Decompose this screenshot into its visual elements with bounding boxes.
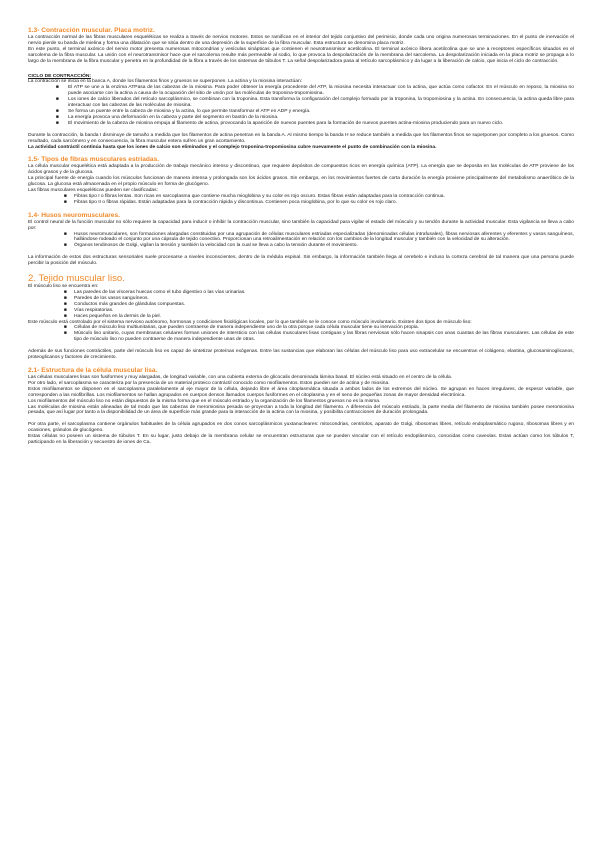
bullet-icon: ■ [64, 325, 67, 331]
list-item: ■ Fibras tipo II o fibras rápidas. Están adaptadas para la contracción rápida y discontinua. Contienen poca mioglobina, por lo que su color es rojo claro. [64, 199, 397, 205]
paragraph: Por otra parte, el sarcoplasma contiene orgánulos habituales de la célula agrupados en dos conos sarcoplásmicos yuxtanucleares: mitocondrias, centriolos, aparato de Golgi, ribosomas libres, retículo endoplasmático rugoso, ribosomas libres y en ocasiones, gránulos de glucógeno. [28, 422, 574, 434]
section-heading-1-3: 1.3- Contracción muscular. Placa motriz. [28, 27, 155, 34]
bullet-icon: ■ [64, 199, 67, 205]
paragraph: El músculo liso se encuentra en: [28, 284, 99, 290]
paragraph: El control neural de la función muscular no sólo requiere la capacidad para inducir o inhibir la contracción muscular, sino también la capacidad para vigilar el estado del músculo y su tendón durante la actividad muscular. Esta vigilancia se lleva a cabo por: [28, 219, 574, 231]
paragraph: En este punto, el terminal axónico del nervio motor presenta numerosas mitocondrias y vesículas sinápticas que contienen el neurotransmisor acetilcolina. El terminal axónico libera acetilcolina que se une a receptores específicos situados en el sarcolema de la fibra muscular. La unión con el neurotransmisor hace que el sarcolema resulte más permeable al sodio, lo que provoca la despolarización de la membrana del sarcolema. La despolarización iniciada en la placa motriz se propaga a lo largo de la membrana de la fibra muscular y penetra en la profundidad de la fibra a través de los sistemas de túbulos T. La señal despolarizadora pasa al retículo sarcoplásmico y da lugar a la liberación de calcio, que inicia el ciclo de contracción. [28, 46, 574, 64]
paragraph: La información de estos dos estructuras sensoriales suele procesarse a niveles inconscientes, dentro de la médula espinal. Sin embargo, la información también llega al cerebelo e incluso la corteza cerebral de tal manera que una persona puede percibir la posición del músculo. [28, 255, 574, 267]
bullet-icon: ■ [56, 120, 59, 126]
paragraph: Durante la contracción, la banda I disminuye de tamaño a medida que los filamentos de actina penetran en la banda A. Al mismo tiempo la banda H se reduce también a medida que los filamentos finos se superponen por completo a los gruesos. Como resultado, cada sarcómero y en consecuencia, la fibra muscular entera sufren un gran acortamiento. [28, 132, 574, 144]
section-heading-1-4: 1.4- Husos neuromusculares. [28, 211, 120, 219]
paragraph: Por otro lado, el sarcoplasma se caracteriza por la presencia de un material proteico contráctil conocido como miofilamentos. Estos pueden ser de actina y de miosina. [28, 380, 390, 386]
section-heading-2: 2. Tejido muscular liso. [28, 273, 125, 285]
paragraph: Las fibras musculares esqueléticas pueden ser clasificadas: [28, 188, 158, 194]
list-item: ■ Los iones de calcio liberados del retículo sarcoplásmico, se combinan con la troponina. Esta transforma la configuración del complejo formado por la troponina, la tropomiosina y la actina. En consecuencia, la actina queda libre para interactuar con las cabezas de las moléculas de miosina. [56, 97, 574, 109]
cycle-heading: CICLO DE CONTRACCIÓN: [28, 73, 92, 79]
paragraph: La principal fuente de energía cuando los músculos funcionan de manera intensa y prolongada son los ácidos grasos. Sin embargo, en los movimientos fuertes de corta duración la energía proviene principalmente del metabolismo anaeróbico de la glucosa. La glucosa está almacenada en el propio músculo en forma de glucógeno. [28, 176, 574, 188]
paragraph: Las células musculares lisas son fusiformes y muy alargadas, de longitud variable, con una cubierta externa de glicocalix denominada lámina basal. El núcleo está situado en el centro de la célula. [28, 374, 453, 380]
paragraph: Estos miofilamentos se disponen en el sarcoplasma paralelamente al eje mayor de la célula, dejando libre el área citoplasmática situada a ambos lados de los extremos del núcleo. Se agrupan en haces irregulares, de espesor variable, que corresponden a las miofibrillas. Los miofilamentos se hallan agrupados en cuerpos densos llamados cuerpos fusiformes en el citoplasma y en el seno de pequeñas zonas de mayor densidad electrónica. [28, 386, 574, 398]
fiber-types-list [28, 194, 574, 206]
list-item: ■ La energía provoca una deformación en la cabeza y parte del segmento en bastón de la miosina. [56, 114, 279, 120]
bullet-icon: ■ [56, 85, 59, 91]
paragraph: Además de sus funciones contráctiles, parte del músculo liso es capaz de sintetizar proteínas exógenas. Entre las sustancias que elaboran las células del músculo liso para uso extracelular se encuentran el colágeno, elastina, glucosaminoglicanos, proteoglicanos y factores de crecimiento. [28, 349, 574, 361]
paragraph: Estas células no poseen un sistema de túbulos T. En su lugar, justo debajo de la membrana celular se encuentran estructuras que se pueden vincular con el retículo endoplásmico, conocidas como caveolas. Estas actúan como los túbulos T, participando en la liberación y secuestro de iones de Ca. [28, 434, 574, 446]
bullet-icon: ■ [56, 97, 59, 103]
bullet-icon: ■ [64, 243, 67, 249]
smooth-muscle-locations [28, 290, 574, 320]
list-item: ■ El movimiento de la cabeza de miosina empuja al filamento de actina, provocando la aparición de nuevos puentes para la formación de nuevos puentes actina-miosina produciendo para un nuevo ciclo. [56, 120, 504, 126]
cycle-list [28, 85, 574, 126]
paragraph: La contracción se inicia en la banca A, donde los filamentos finos y gruesos se superponen. La actina y la miosina interactúan: [28, 79, 303, 85]
document-page [28, 27, 574, 446]
bullet-icon: ■ [64, 307, 67, 313]
list-item: ■ Células de músculo liso multiunitarias, que pueden contraerse de manera independiente uno de la otra porque cada célula muscular tiene su inervación propia. [64, 325, 420, 331]
bullet-icon: ■ [56, 108, 59, 114]
list-item: ■ Conductos más grandes de glándulas compuestas. [64, 301, 186, 307]
paragraph: La actividad contráctil continúa hasta que los iones de calcio son eliminados y el complejo troponina-tropomiosina cubre nuevamente el punto de combinación con la miosina. [28, 144, 437, 150]
paragraph: Los miofilamentos del músculo liso no están dispuestos de la misma forma que en el músculo estriado y la organización de los filamentos gruesos no es la misma. [28, 398, 381, 404]
list-item: ■ Vías respiratorias. [64, 307, 114, 313]
list-item: ■ Músculo liso unitario, cuyas membranas celulares forman uniones de intersticio con las células musculares lisas contiguas y las fibras nerviosas sólo hacen sinapsis con unas cuantas de las fibras musculares. Las células de este tipo de músculo liso no pueden contraerse de manera independiente unas de otras. [64, 331, 574, 343]
section-heading-2-1: 2.1- Estructura de la célula muscular lisa. [28, 366, 158, 374]
paragraph: Este músculo está controlado por el sistema nervioso autónomo, hormonas y condiciones fisiológicas locales, por lo que también se le conoce como músculo involuntario. Existen dos tipos de músculo liso: [28, 319, 472, 325]
paragraph: Las moléculas de miosina están alineadas de tal modo que las cabezas de meromiosina pesada se proyectan a toda la longitud del filamento. A diferencia del músculo estriado, la parte media del filamento de miosina también posee meromiosina pesada, que así lugar por tanto a la disponibilidad de un área de superficie más grande para la interacción de la actina con la miosina, y posibilita contracciones de duración prolongada. [28, 404, 574, 416]
paragraph: La célula muscular esquelética está adaptada a la producción de trabajo mecánico intenso y discontinuo, que requiere depósitos de compuestos ricos en energía química (ATP). La energía que se deposita en las moléculas de ATP proviene de los ácidos grasos y de la glucosa. [28, 164, 574, 176]
bullet-icon: ■ [64, 331, 67, 337]
list-item: ■ Órganos tendinosos de Golgi, vigilan la tensión y también la velocidad con la cual se lleva a cabo la tensión durante el movimiento. [64, 243, 358, 249]
list-item: ■ Fibras tipo I o fibras lentas. Son ricas en sarcoplasma que contiene mucha mioglobina y su color es rojo oscuro. Estas fibras están adaptadas para la contracción continua. [64, 193, 445, 199]
list-item: ■ Las paredes de las vísceras huecas como el tubo digestivo o las vías urinarias. [64, 290, 246, 295]
bullet-icon: ■ [64, 290, 67, 295]
smooth-muscle-types [28, 325, 574, 343]
list-item: ■ Haces pequeños en la dermis de la piel. [64, 313, 161, 319]
list-item: ■ Paredes de los vasos sanguíneos. [64, 295, 149, 301]
section-heading-1-5: 1.5- Tipos de fibras musculares estriadas. [28, 156, 160, 164]
bullet-icon: ■ [64, 295, 67, 301]
list-item: ■ Husos neuromusculares, son formaciones alargadas constituidas por una agrupación de células musculares estriadas especializadas (denominadas células intrafusales), fibras nerviosas aferentes y eferentes y vasos sanguíneos, hallándose rodeado el conjunto por una cápsula de tejido conectivo. Proporcionan una retroalimentación en relación con los cambios de la longitud muscular y también con la velocidad de su alteración. [64, 231, 574, 243]
bullet-icon: ■ [64, 301, 67, 307]
bullet-icon: ■ [56, 114, 59, 120]
list-item: ■ Se forma un puente entre la cabeza de miosina y la actina, lo que permite transformar el ATP en ADP y energía. [56, 108, 311, 114]
paragraph: La contracción normal de las fibras musculares esqueléticas se realiza a través de nervios motores. Estos se ramifican en el interior del tejido conjuntivo del perimisio, donde cada uno origina numerosas terminaciones. En el punto de inervación el nervio pierde su banda de mielina y forma una dilatación que se sitúa dentro de una depresión de la superficie de la fibra muscular. Esta estructura se denomina placa motriz. [28, 35, 574, 46]
bullet-icon: ■ [64, 313, 67, 319]
spindle-list [28, 232, 574, 250]
bullet-icon: ■ [64, 193, 67, 199]
bullet-icon: ■ [64, 231, 67, 237]
list-item: ■ El ATP se une a la enzima ATPasa de las cabezas de la miosina. Para poder obtener la energía procedente del ATP, la miosina necesita interactuar con la actina, que actúa como cofactor. En el músculo en reposo, la miosina no puede asociarse con la actina a causa de la ocupación del sitio de unión por las moléculas de troponina-tropomiosina. [56, 85, 574, 97]
